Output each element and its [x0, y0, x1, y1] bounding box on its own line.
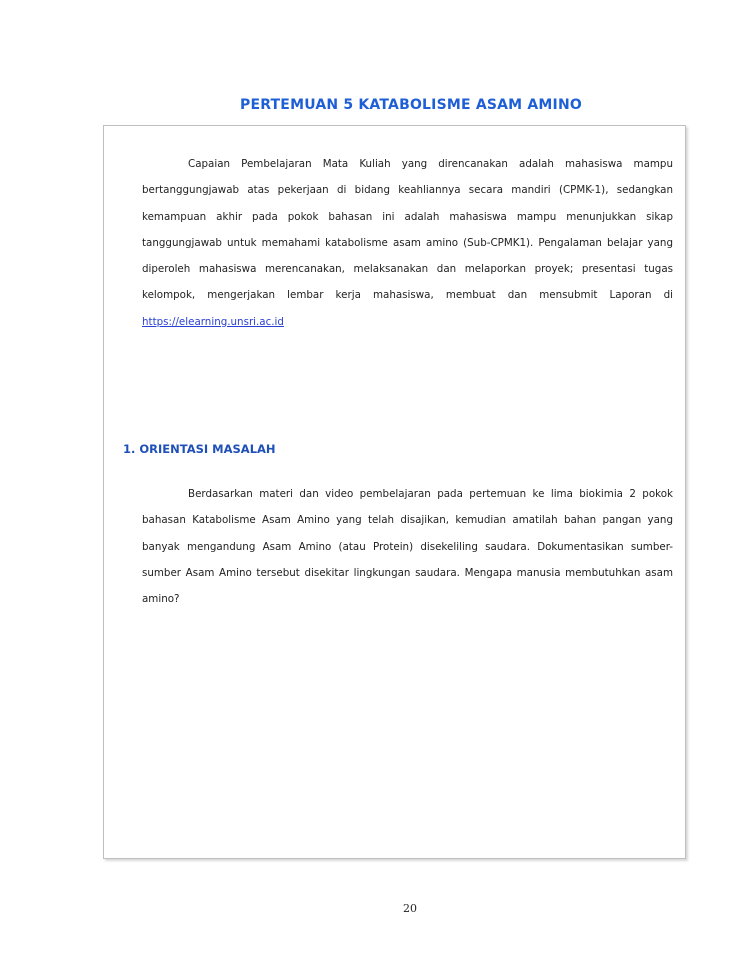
page-title: PERTEMUAN 5 KATABOLISME ASAM AMINO	[239, 97, 582, 114]
section-heading-orientasi-masalah: 1. ORIENTASI MASALAH	[123, 442, 276, 456]
content-box	[103, 125, 686, 859]
orientasi-paragraph: Berdasarkan materi dan video pembelajaran pada pertemuan ke lima biokimia 2 pokok bahasan Katabolisme Asam Amino yang telah disajikan, kemudian amatilah bahan pangan yang banyak mengandung Asam Amino (atau Protein) disekeliling saudara. Dokumentasikan sumber-sumber Asam Amino tersebut disekitar lingkungan saudara. Mengapa manusia membutuhkan asam amino?	[142, 488, 673, 606]
elearning-link[interactable]: https://elearning.unsri.ac.id	[142, 315, 284, 328]
intro-paragraph	[142, 151, 673, 335]
intro-text: Capaian Pembelajaran Mata Kuliah yang direncanakan adalah mahasiswa mampu bertanggungjawab atas pekerjaan di bidang keahliannya secara mandiri (CPMK-1), sedangkan kemampuan akhir pada pokok bahasan ini adalah mahasiswa mampu menunjukkan sikap tanggungjawab untuk memahami katabolisme asam amino (Sub-CPMK1). Pengalaman belajar yang diperoleh mahasiswa merencanakan, melaksanakan dan melaporkan proyek; presentasi tugas kelompok, mengerjakan lembar kerja mahasiswa, membuat dan mensubmit Laporan di	[142, 158, 673, 302]
page-number: 20	[403, 902, 417, 915]
